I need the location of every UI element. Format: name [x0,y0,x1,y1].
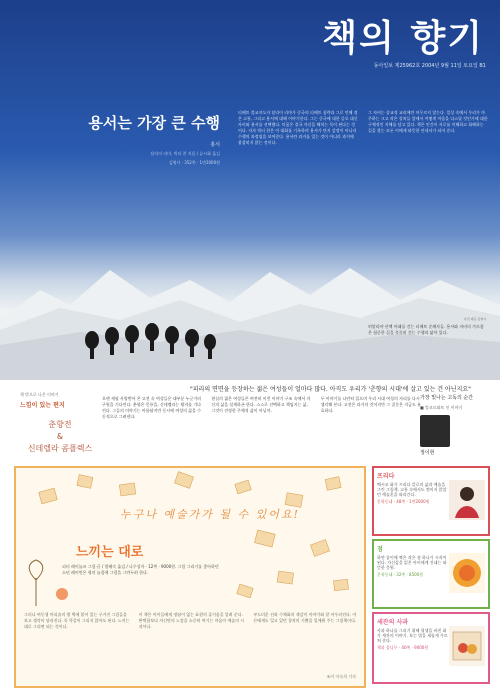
frida-label: 프리다 [377,473,395,480]
photo-caption: 히말라야 산맥 아래를 걷는 티베트 순례자들. 용서와 자비의 가르침은 험준한 길을 묵묵히 걷는 수행과 닮아 있다. [368,324,484,335]
feature-column-1: 그러나 여동생 마리솔의 방 벽에 붙어 있는 구겨진 그림들을 보고 생각이 달라진다. 꼭 똑같이 그리지 않아도 된다. 느끼는 대로 그리면 되는 것이다. [24,612,130,629]
lead-author-detail: 달라이 라마, 빅터 찬 지음 / 류시화 옮김 [150,151,220,156]
column-label: 책 밖으로 나온 이야기 [20,392,59,397]
letter-body [102,396,422,462]
frida-info: 문학동네 · 48쪽 · 1만2000원 [377,499,430,504]
himalaya-photo [0,250,500,380]
lead-headline-block [30,112,220,167]
writer-box-bullet: ■ 앙코르와트 인 이야기 [420,405,463,410]
lead-headline: 용서는 가장 큰 수행 [88,114,220,132]
book-title-2: 신데렐라 콤플렉스 [27,444,93,453]
lead-article-body [238,110,488,220]
writer-portrait [420,415,450,447]
lead-column-1: 티베트 불교지도자 달라이 라마가 중국의 티베트 침략과 그로 인해 겪은 고통, 그리고 용서에 대해 이야기한다. 그는 중국에 대한 증오 대신 자비와 용서를 선택했다. 미움은 결국 자신을 해치는 독이 된다는 것이다. 저자 빅터 찬은 이 대화를 기록하며 용서가 단지 감정이 아니라 수행의 과정임을 보여준다. 용서란 과거를 잊는 것이 아니라 과거에 붙잡히지 않는 것이다. [238,110,358,145]
masthead-info: 동아일보 제25962호 2004년 9월 11일 토요일 B1 [373,63,486,69]
dot-info: 문학동네 · 32쪽 · 8500원 [377,572,424,577]
feature-title: 느끼는 대로 [76,545,144,560]
dot-description: 하얀 종이에 찍은 작은 점 하나가 시작이 된다. 자신감을 잃은 아이에게 건네는 따뜻한 응원. [377,555,447,570]
cezanne-label: 세잔의 사과 [377,619,409,626]
feature-body [24,612,360,672]
dot-label: 점 [377,546,383,553]
related-book-frida [372,466,490,536]
book-title-1: 춘향전 [48,420,72,429]
masthead-title: 책의 향기 [322,17,484,59]
feature-tagline: 누구나 예술가가 될 수 있어요! [120,508,300,521]
picture-book-feature [14,466,366,688]
related-book-dot [372,539,490,609]
lead-publisher: 김영사 · 352쪽 · 1만2000원 [168,160,220,166]
cezanne-info: 책과 콩나무 · 40쪽 · 9000원 [377,645,429,650]
lead-author: 홍서 [210,142,220,148]
middle-section [0,382,500,464]
cezanne-cover-image [449,626,485,666]
feature-column-2: 이 책은 아이들에게 정답이 없는 표현의 즐거움을 알려 준다. 완벽함보다 자신만의 느낌을 소중히 여기는 마음이 예술의 시작이다. [138,612,245,629]
column-title: 느낌이 있는 편지 [20,402,65,409]
lead-column-2: 그 자비는 종교적 교리에만 머무르지 않는다. 일상 속에서 우리가 마주하는 크고 작은 상처들 앞에서 어떻게 마음을 다스릴 것인가에 대한 구체적인 지혜를 담고 있다. 책은 인간이 서로를 이해하고 화해하는 길을 찾는 모든 이에게 따뜻한 안내서가 되어 준다. [368,110,488,133]
feature-credit: 조이 이숙희 기자 [326,674,356,679]
related-book-cezanne [372,612,490,684]
writer-box-title: 가장 빛나는 고독의 순간 [420,395,474,401]
related-books-sidebar [372,466,490,687]
frida-description: 멕시코 화가 프리다 칼로의 삶과 예술을 그린 그림책. 고통 속에서도 꺾이지 않았던 예술혼을 따라간다. [377,482,447,497]
feature-intro: 피터 레이놀즈 그림·글 / 엄혜숙 옮김 / 나무상자 · 12쪽 · 9000원. 그림 그리기를 좋아하던 소년 레이먼은 형의 놀림에 그림을 그만두려 한다. [62,564,219,575]
dot-cover-image [449,553,485,593]
writer-name: 정이현 [420,450,435,456]
writer-box [420,394,486,456]
letter-column-2: 현실의 젊은 여성들은 여전히 이런 이야기 구조 속에서 자신의 삶을 설계하곤 한다. 스스로 선택하고 책임지는 삶, 그것이 진정한 주체적 삶이 아닐까. [211,396,311,413]
letter-column-1: 오랜 세월 사랑받아 온 고전 속 여성들은 대부분 누군가의 구원을 기다린다. 춘향은 몽룡을, 신데렐라는 왕자를 기다린다. 그들의 이야기는 아름답지만 동시에 여성의 삶을 수동적으로 그려낸다. [102,396,202,419]
cezanne-description: 사과 하나를 그리기 위해 평생을 바친 화가 세잔의 이야기. 보는 법을 새롭게 가르쳐 준다. [377,628,448,643]
book-and: & [56,432,64,441]
feature-column-3: 부드러운 선과 수채화의 색감이 이야기와 잘 어우러진다. 어른에게도 잊고 있던 창작의 기쁨을 일깨워 주는 그림책이다. [253,612,357,623]
letter-column-3: 두 이야기를 나란히 읽으며 우리 시대 여성의 자리를 다시 생각해 본다. 고전은 과거의 것이지만 그 질문은 지금도 유효하다. [320,396,421,413]
photo-credit: 사진 제공 김영사 [463,317,486,321]
pull-quote: "피리의 면면을 등장하는 젊은 여성들이 얼마다 많다. 아직도 우리가 '춘향의 시대'에 살고 있는 건 아닌지요" [190,386,471,393]
frida-cover-image [449,480,485,520]
letter-column-header [20,392,100,455]
book-titles [20,419,100,455]
